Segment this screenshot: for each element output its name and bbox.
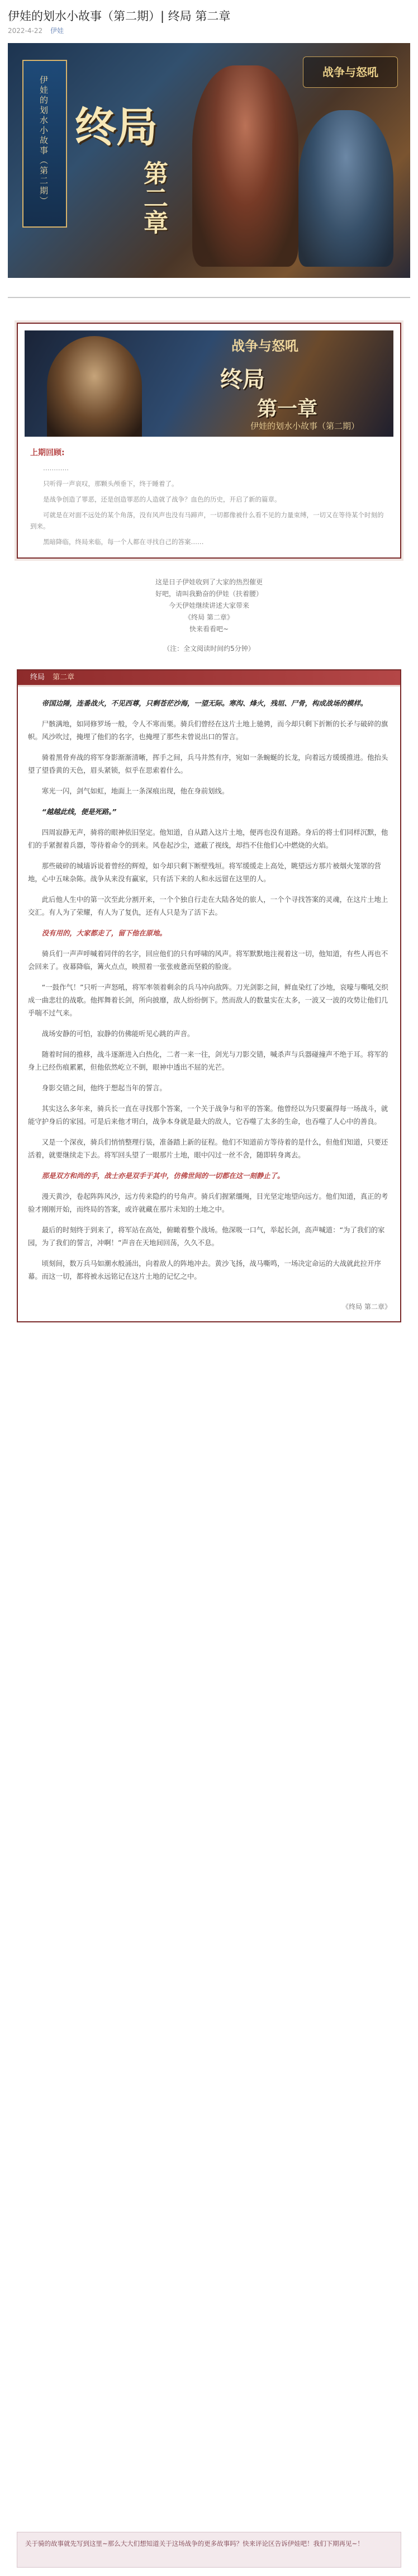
recap-card (17, 323, 401, 559)
story-paragraph: 顷刻间，数万兵马如潮水般涌出，向着敌人的阵地冲去。黄沙飞扬，战马嘶鸣，一场决定命运的大战就此拉开序幕。而这一切，都将被永远铭记在这片土地的记忆之中。 (28, 1259, 381, 1280)
recap-paragraph: ………… (43, 464, 69, 472)
story-paragraph: 尸骸满地，如同修罗场一般，令人不寒而栗。骑兵们曾经在这片土地上驰骋，而今却只剩下折断的长矛与破碎的旗帜。风沙吹过，掩埋了他们的名字，也掩埋了那些未曾说出口的誓言。 (28, 720, 388, 741)
banner-caption: 伊娃的划水小故事（第二期） (250, 421, 360, 431)
story-bar-caption: 第二章 (53, 673, 75, 682)
recap-paragraph: 是战争创造了罪恶，还是创造罪恶的人造就了战争？血色的历史，开启了新的篇章。 (43, 495, 281, 503)
story-card (17, 669, 401, 1322)
hero-side-card (22, 60, 67, 228)
banner-logo: 战争与怒吼 (231, 338, 298, 354)
account-link[interactable]: 伊娃 (50, 27, 64, 35)
story-paragraph: 此后他人生中的第一次至此分割开来，一个个独自行走在大陆各处的旅人，一个个寻找答案的灵魂，在这片土地上交汇。有人为了荣耀，有人为了复仇，还有人只是为了活下去。 (28, 895, 388, 916)
hero-image (8, 43, 410, 278)
hero-figure-knight (298, 110, 393, 267)
story-end-mark: 《终局 第二章》 (342, 1303, 391, 1311)
banner-figure (47, 336, 142, 437)
recap-section (25, 437, 393, 551)
footer-note (17, 2532, 401, 2568)
story-paragraph: “一鼓作气！”只听一声怒吼，将军率领着剩余的兵马冲向敌阵。刀光剑影之间，鲜血染红了沙地，哀嚎与嘶吼交织成一曲悲壮的战歌。他挥舞着长剑，所向披靡，敌人纷纷倒下。然而敌人的数量实在太多，一波又一波的攻势让他们几乎喘不过气来。 (28, 983, 388, 1017)
recap-heading: 上期回顾: (30, 448, 65, 457)
story-paragraph: 身影交错之间，他终于想起当年的誓言。 (41, 1084, 167, 1092)
story-paragraph: 帝国边陲，连番战火，不见西尊，只剩苍茫沙海，一望无际。寒沟、烽火，残垣、尸骨，构成战场的模样。 (41, 699, 368, 707)
intro-line: 快来看看吧~ (189, 625, 229, 633)
story-paragraph: 随着时间的推移，战斗逐渐进入白热化，二者一来一往，剑光与刀影交错，喊杀声与兵器碰撞声不绝于耳。将军的身上已经伤痕累累，但他依然屹立不倒，眼神中透出不屈的光芒。 (28, 1050, 388, 1071)
hero-side-card-text: 伊娃的划水小故事（第二期） (39, 75, 49, 206)
story-paragraph: 战场安静的可怕，寂静的仿佛能听见心跳的声音。 (41, 1029, 194, 1038)
banner-title: 终局 (220, 366, 265, 393)
intro-line: 《终局 第二章》 (184, 613, 234, 621)
hero-figure-warrior (192, 65, 298, 267)
publish-date: 2022-4-22 (8, 27, 43, 35)
footer-text: 关于骑的故事就先写到这里~那么大大们想知道关于这场战争的更多故事吗？快来评论区告诉伊娃吧！我们下期再见~！ (25, 2540, 364, 2547)
story-paragraph: 其实这么多年来，骑兵长一直在寻找那个答案，一个关于战争与和平的答案。他曾经以为只要赢得每一场战斗，就能守护身后的家园。可是后来他才明白，战争本身就是最大的敌人，它吞噬了太多的生命，也吞噬了人心中的善良。 (28, 1104, 388, 1126)
story-paragraph: 最后的时刻终于到来了，将军站在高处，俯瞰着整个战场。他深吸一口气，举起长剑，高声喊道：“为了我们的家园，为了我们的誓言，冲啊！”声音在天地间回荡，久久不息。 (28, 1226, 385, 1247)
intro-line: 这是日子伊娃收到了大家的热烈催更 (155, 578, 263, 586)
article-title: 伊娃的划水小故事（第二期）| 终局 第二章 (8, 10, 231, 23)
story-body (18, 685, 400, 1298)
divider (8, 297, 410, 298)
recap-banner-image (25, 330, 393, 437)
reading-time-note: （注：全文阅读时间约5分钟） (163, 645, 255, 653)
story-paragraph: 骑着黑骨弃战的将军身影渐渐清晰，挥手之间，兵马井然有序，宛如一条蜿蜒的长龙，向着远方缓缓推进。他抬头望了望昏黄的天色，眉头紧锁，似乎在思索着什么。 (28, 753, 388, 774)
recap-paragraph: 黑暗降临，终局来临，每一个人都在寻找自己的答案…… (43, 538, 204, 546)
intro-text (0, 576, 418, 655)
banner-subtitle: 第一章 (257, 397, 318, 420)
story-title-bar (18, 670, 400, 685)
story-bar-prefix: 终局 (30, 673, 45, 682)
story-paragraph: 那些破碎的城墙诉说着曾经的辉煌，如今却只剩下断壁残垣。将军缓缓走上高处，眺望远方那片被烟火笼罩的营地，心中五味杂陈。战争从来没有赢家，只有活下来的人和永远留在这里的人。 (28, 862, 381, 883)
intro-line: 今天伊娃继续讲述大家带来 (168, 602, 249, 609)
hero-chapter: 第二章 (139, 160, 168, 234)
story-paragraph: 没有用的，大家都走了，留下他在原地。 (41, 929, 167, 937)
article-header (0, 0, 418, 39)
story-paragraph: 骑兵们一声声呼喊着同伴的名字，回应他们的只有呼啸的风声。将军默默地注视着这一切，他知道，有些人再也不会回来了。夜幕降临，篝火点点，映照着一张张疲惫而坚毅的脸庞。 (28, 949, 388, 971)
story-paragraph: 四周寂静无声，骑将的眼神依旧坚定。他知道，自从踏入这片土地，便再也没有退路。身后的将士们同样沉默，他们的手紧握着兵器，等待着命令的到来。风卷起沙尘，遮蔽了视线，却挡不住他们心中燃烧的火焰。 (28, 828, 388, 849)
recap-paragraph: 可就是在对面不远处的某个角落，没有风声也没有马蹄声，一切都像被什么看不见的力量束缚，一切又在等待某个时刻的到来。 (30, 511, 384, 530)
story-paragraph: 寒光一闪，剑气如虹，地面上一条深痕出现，他在身前划线。 (41, 787, 229, 795)
story-paragraph: “越越此线，便是死路。” (41, 807, 117, 816)
story-paragraph: 又是一个深夜，骑兵们悄悄整理行装，准备踏上新的征程。他们不知道前方等待着的是什么，但他们知道，只要还活着，就要继续走下去。将军回头望了一眼那片土地，眼中闪过一丝不舍，随即转身离去。 (28, 1138, 388, 1159)
game-logo: 战争与怒吼 (303, 56, 398, 88)
hero-big-title: 终局 (75, 103, 158, 152)
story-paragraph: 那是双方和尚的手，战士亦是双手于其中，仿佛世间的一切都在这一刻静止了。 (41, 1171, 284, 1180)
article-meta (8, 26, 410, 35)
story-paragraph: 漫天黄沙，卷起阵阵风沙，远方传来隐约的号角声。骑兵们握紧缰绳，目光坚定地望向远方。他们知道，真正的考验才刚刚开始，而终局的答案，或许就藏在那片未知的土地之中。 (28, 1192, 388, 1213)
recap-paragraph: 只听得一声哀叹，那颗头颅垂下，终于睡着了。 (43, 480, 178, 488)
intro-line: 好吧，请叫我勤奋的伊娃（扶着腰） (155, 590, 263, 598)
